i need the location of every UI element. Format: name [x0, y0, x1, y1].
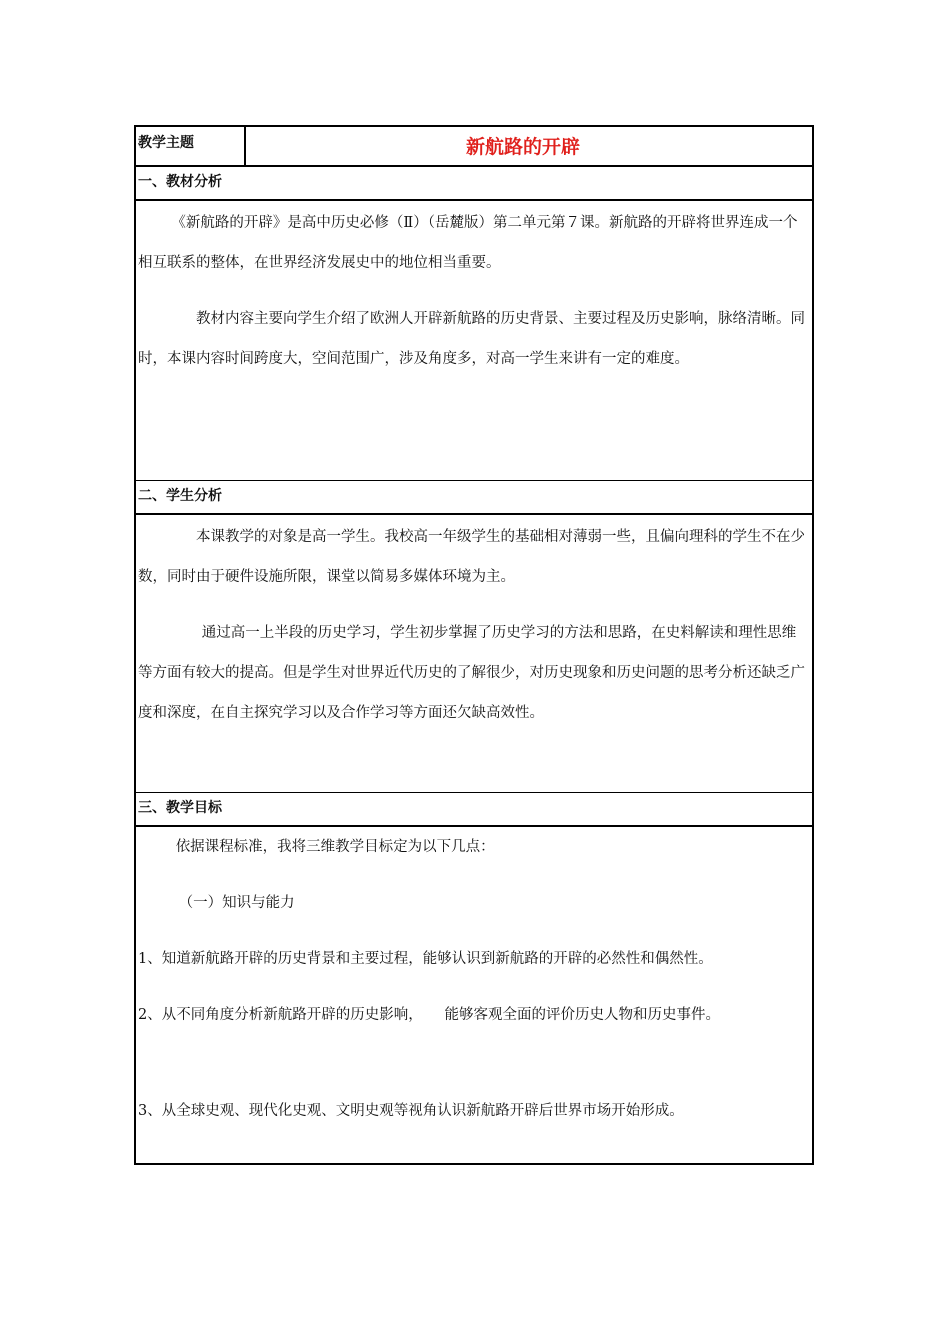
- section-body-textbook-analysis: [136, 201, 812, 481]
- paragraph: 依据课程标准，我将三维教学目标定为以下几点：: [175, 839, 495, 855]
- lesson-plan-table: [134, 125, 814, 1165]
- topic-label: 教学主题: [136, 127, 246, 165]
- paragraph: 本课教学的对象是高一学生。我校高一年级学生的基础相对薄弱一些，且偏向理科的学生不在少数，同时由于硬件设施所限，课堂以简易多媒体环境为主。: [138, 529, 805, 585]
- objective-item: 2、从不同角度分析新航路开辟的历史影响， 能够客观全面的评价历史人物和历史事件。: [138, 1007, 720, 1023]
- objective-item: 1、知道新航路开辟的历史背景和主要过程，能够认识到新航路的开辟的必然性和偶然性。: [138, 951, 713, 967]
- paragraph: 《新航路的开辟》是高中历史必修（Ⅱ）（岳麓版）第二单元第７课。新航路的开辟将世界连成一个相互联系的整体，在世界经济发展史中的地位相当重要。: [138, 215, 798, 271]
- topic-row: [136, 127, 812, 167]
- section-body-student-analysis: [136, 515, 812, 793]
- section-body-teaching-objectives: [136, 827, 812, 1163]
- section-header-textbook-analysis: 一、教材分析: [136, 167, 812, 201]
- section-header-student-analysis: 二、学生分析: [136, 481, 812, 515]
- topic-title: 新航路的开辟: [465, 136, 580, 158]
- paragraph: 通过高一上半段的历史学习，学生初步掌握了历史学习的方法和思路，在史料解读和理性思维等方面有较大的提高。但是学生对世界近代历史的了解很少，对历史现象和历史问题的思考分析还缺乏广度和深度，在自主探究学习以及合作学习等方面还欠缺高效性。: [138, 625, 805, 721]
- objective-item: 3、从全球史观、现代化史观、文明史观等视角认识新航路开辟后世界市场开始形成。: [138, 1103, 684, 1119]
- subheading-knowledge-ability: （一）知识与能力: [178, 895, 295, 911]
- paragraph: 教材内容主要向学生介绍了欧洲人开辟新航路的历史背景、主要过程及历史影响，脉络清晰。同时，本课内容时间跨度大，空间范围广，涉及角度多，对高一学生来讲有一定的难度。: [138, 311, 805, 367]
- section-header-teaching-objectives: 三、教学目标: [136, 793, 812, 827]
